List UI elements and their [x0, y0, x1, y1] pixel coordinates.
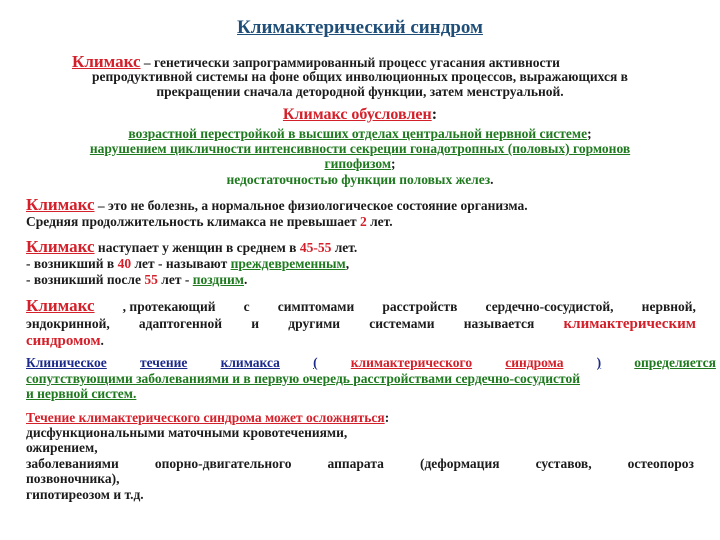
syndrome-word: другими [288, 316, 341, 331]
syndrome-line3-end: . [100, 333, 104, 348]
syndrome-word: с [243, 299, 250, 314]
duration-text: Средняя продолжительность климакса не превышает [26, 214, 360, 229]
syndrome-word: сердечно-сосудистой, [485, 299, 614, 314]
complication-item-2: ожирением, [26, 440, 98, 455]
clinical-word: климакса [220, 355, 280, 370]
cause-item-3-text: недостаточностью функции половых желез [226, 172, 491, 187]
late-age: 55 [144, 272, 158, 287]
complication-word: суставов, [535, 456, 592, 471]
syndrome-word: эндокринной, [26, 316, 110, 331]
complication-item-3 [26, 456, 694, 472]
cause-item-2b [0, 156, 720, 172]
clinical-word: определяется [634, 355, 716, 370]
cause-item-2a [0, 141, 720, 157]
complication-word: (деформация [419, 456, 500, 471]
syndrome-word: и [251, 316, 260, 331]
late-prefix: - возникший после [26, 272, 145, 287]
normal-line-2 [26, 214, 393, 230]
intro-line-3: прекращении сначала детородной функции, затем менструальной. [156, 84, 564, 99]
clinical-term: синдрома [505, 355, 564, 370]
clinical-word: ( [313, 355, 318, 370]
causes-heading: Климакс обусловлен [282, 106, 432, 123]
cause-item-1 [0, 126, 720, 142]
syndrome-word: нервной, [641, 299, 696, 314]
duration-value: 2 [359, 214, 367, 229]
clinical-line-1 [26, 355, 716, 371]
late-mid: лет - [157, 272, 193, 287]
cause-item-3 [0, 172, 720, 188]
complication-word: заболеваниями [26, 456, 119, 471]
syndrome-word: называется [463, 316, 535, 331]
clinical-line-2: сопутствующими заболеваниями и в первую очередь расстройствами сердечно-сосудистой [26, 371, 581, 386]
late-end: . [244, 272, 248, 287]
complication-item-4: гипотиреозом и т.д. [26, 487, 144, 502]
clinical-term: климактерического [350, 355, 473, 370]
causes-heading-row [0, 106, 720, 124]
syndrome-term-climacteric: климактерическим [563, 316, 696, 332]
syndrome-line-1 [26, 296, 696, 316]
early-age: 40 [117, 256, 132, 271]
cause-item-1-end: ; [587, 126, 592, 141]
clinical-word: течение [139, 355, 188, 370]
syndrome-word: адаптогенной [138, 316, 223, 331]
cause-item-2a-text: нарушением цикличности интенсивности секреции гонадотропных (половых) гормонов [89, 141, 631, 156]
syndrome-term-syndrome: синдромом [26, 333, 101, 349]
early-prefix: - возникший в [26, 256, 118, 271]
intro-line-2: репродуктивной системы на фоне общих инволюционных процессов, выражающихся в [92, 69, 628, 84]
clinical-line-3: и нервной систем. [26, 386, 137, 401]
complications-heading: Течение климактерического синдрома может осложняться [26, 410, 385, 425]
complications-heading-row [26, 410, 389, 426]
onset-age: 45-55 [299, 240, 332, 255]
onset-term: Климакс [26, 237, 95, 256]
syndrome-line-2 [26, 316, 696, 333]
cause-item-1-text: возрастной перестройкой в высших отделах центральной нервной системе [128, 126, 588, 141]
cause-item-2b-text: гипофизом [324, 156, 392, 171]
syndrome-word: , протекающий [122, 299, 216, 314]
duration-unit: лет. [366, 214, 393, 229]
complication-word: аппарата [327, 456, 384, 471]
normal-line-1 [26, 195, 528, 215]
syndrome-term: Климакс [26, 296, 95, 315]
syndrome-line-3 [26, 333, 104, 350]
complication-word: остеопороз [627, 456, 694, 471]
syndrome-word: расстройств [382, 299, 458, 314]
clinical-word: Клиническое [26, 355, 107, 370]
syndrome-word: системами [369, 316, 435, 331]
syndrome-word: симптомами [277, 299, 355, 314]
normal-text: – это не болезнь, а нормальное физиологическое состояние организма. [94, 198, 528, 213]
early-mid: лет - называют [131, 256, 231, 271]
cause-item-3-end: . [490, 172, 494, 187]
onset-text: наступает у женщин в среднем в [94, 240, 300, 255]
early-line [26, 256, 349, 272]
complication-item-1: дисфункциональными маточными кровотечениями, [26, 425, 348, 440]
intro-line1-text: – генетически запрограммированный процесс угасания активности [140, 55, 560, 70]
clinical-word: ) [596, 355, 602, 370]
early-end: , [345, 256, 350, 271]
late-term: поздним [192, 272, 244, 287]
complication-word: опорно-двигательного [154, 456, 292, 471]
cause-item-2-end: ; [391, 156, 396, 171]
complications-heading-colon: : [384, 410, 390, 425]
normal-term: Климакс [26, 195, 95, 214]
page-title: Климактерический синдром [237, 17, 483, 38]
early-term: преждевременным [230, 256, 346, 271]
causes-heading-colon: : [431, 106, 438, 123]
onset-age-unit: лет. [331, 240, 358, 255]
onset-line [26, 237, 357, 257]
intro-term: Климакс [72, 52, 141, 71]
late-line [26, 272, 247, 288]
complication-item-3b: позвоночника), [26, 471, 120, 486]
